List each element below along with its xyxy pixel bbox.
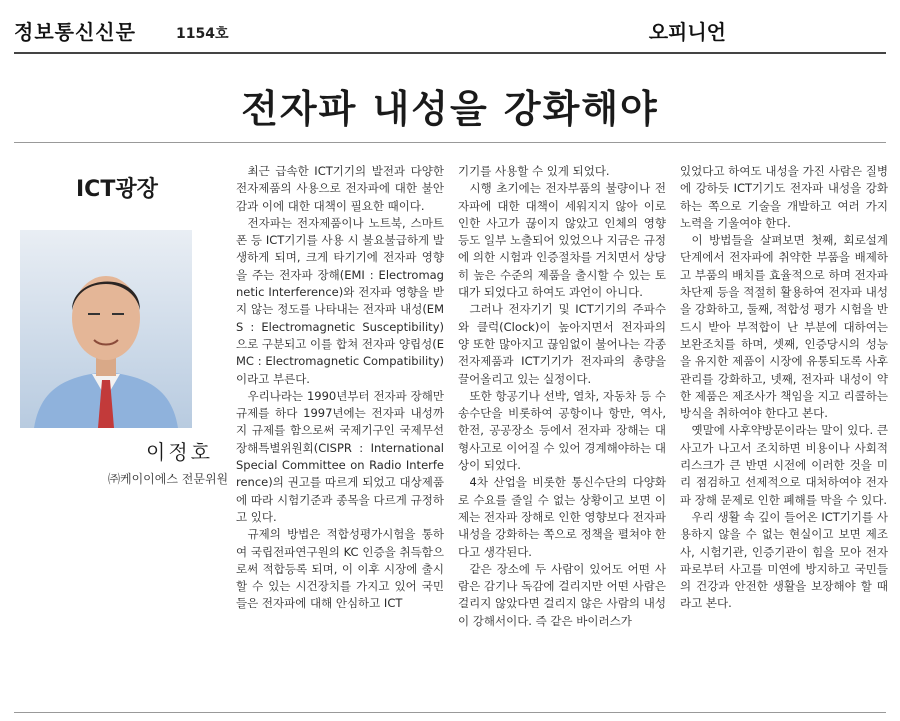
article-column-1 [236, 163, 444, 613]
author-photo [20, 230, 192, 428]
paragraph: 전자파는 전자제품이나 노트북, 스마트폰 등 ICT기기를 사용 시 불요불급하게 발생하게 되며, 크게 타기기에 전자파 영향을 주는 전자파 장해(EMI : Electromagnetic Interference)와 전자파 영향을 받지 않는 정도를 나타내는 전자파 내성(EMS : Electromagnetic Susceptibility)으로 구분되고 이를 합쳐 전자파 양립성(EMC : Electromagnetic Compatibility) 이라고 부른다. [236, 215, 444, 386]
article-column-3 [680, 163, 888, 613]
top-rule [14, 52, 886, 54]
headline: 전자파 내성을 강화해야 [241, 87, 659, 131]
paragraph: 옛말에 사후약방문이라는 말이 있다. 큰 사고가 나고서 조치하면 비용이나 사회적 리스크가 큰 반면 시전에 이러한 것을 미리 점검하고 선제적으로 대처하여야 전자파 장해 문제로 인한 폐해를 막을 수 있다. [680, 423, 888, 507]
paragraph: 최근 급속한 ICT기기의 발전과 다양한 전자제품의 사용으로 전자파에 대한 불안감과 이에 대한 대책이 필요한 때이다. [236, 164, 444, 213]
paper-name: 정보통신신문 [14, 20, 136, 44]
paragraph: 시행 초기에는 전자부품의 불량이나 전자파에 대한 대책이 세워지지 않아 이로 인한 사고가 끊이지 않았고 인체의 영향 등도 일부 노출되어 있었으나 지금은 규정에 의한 시험과 인증절차를 거치면서 상당히 높은 수준의 제품을 출시할 수 있는 토대가 되었다고 하여도 과언이 아니다. [458, 181, 666, 300]
section-title: 오피니언 [648, 20, 726, 44]
paragraph: 또한 항공기나 선박, 열차, 자동차 등 수송수단을 비롯하여 공항이나 항만, 역사, 한전, 공공장소 등에서 전자파 장해는 대형사고로 이어질 수 있어 경계해야하는 대상이 되었다. [458, 388, 666, 473]
issue-number: 1154호 [176, 26, 229, 42]
paragraph: 기기를 사용할 수 있게 되었다. [458, 164, 610, 178]
paragraph: 4차 산업을 비롯한 통신수단의 다양화로 수요를 줄일 수 없는 상황이고 보면 이제는 전자파 장해로 인한 영향보다 전자파 내성을 강화하는 쪽으로 정책을 펼쳐야 한다고 생각된다. [458, 475, 666, 559]
article-column-2 [458, 163, 666, 630]
bottom-rule [14, 712, 886, 713]
paragraph: 규제의 방법은 적합성평가시험을 통하여 국립전파연구원의 KC 인증을 취득함으로써 적합등록 되며, 이 이후 시장에 출시할 수 있는 시건장치를 가지고 있어 국민들은 전자파에 대해 안심하고 ICT [236, 527, 444, 611]
headline-rule [14, 142, 886, 143]
masthead [14, 10, 886, 50]
paragraph: 이 방법들을 살펴보면 첫째, 회로설계 단계에서 전자파에 취약한 부품을 배제하고 부품의 배치를 효율적으로 하며 전자파 차단제 등을 적절히 활용하여 전자파 내성을 강화하고, 둘째, 적합성 평가 시험을 반드시 받아 부적합이 난 부분에 대하여는 보완조치를 하며, 셋째, 인증당시의 성능을 유지한 제품이 시장에 유통되도록 사후관리를 강화하고, 넷째, 전자파 내성이 약한 제품은 제조사가 책임을 지고 리콜하는 방식을 취하여야 한다고 본다. [680, 233, 888, 421]
author-portrait-icon [20, 230, 192, 428]
paragraph: 우리나라는 1990년부터 전자파 장해만 규제를 하다 1997년에는 전자파 내성까지 규제를 함으로써 국제기구인 국제무선장해특별위원회(CISPR : International Special Committee on Radio Interference)의 권고를 따르게 되었고 대상제품에 따라 시험기준과 종목을 다르게 규정하고 있다. [236, 388, 444, 524]
column-name: ICT광장 [76, 177, 158, 202]
author-title: ㈜케이이에스 전문위원 [108, 472, 229, 486]
paragraph: 있었다고 하여도 내성을 가진 사람은 질병에 강하듯 ICT기기도 전자파 내성을 강화하는 쪽으로 기술을 개발하고 여러 가지 노력을 기울여야 한다. [680, 164, 888, 230]
paragraph: 우리 생활 속 깊이 들어온 ICT기기를 사용하지 않을 수 없는 현실이고 보면 제조사, 시험기관, 인증기관이 힘을 모아 전자파로부터 사고를 미연에 방지하고 국민들의 건강과 안전한 생활을 보장해야 할 때라고 본다. [680, 509, 888, 611]
paragraph: 같은 장소에 두 사람이 있어도 어떤 사람은 감기나 독감에 걸리지만 어떤 사람은 걸리지 않았다면 걸리지 않은 사람의 내성이 강해서이다. 즉 같은 바이러스가 [458, 561, 666, 628]
author-name: 이정호 [146, 440, 213, 464]
paragraph: 그러나 전자기기 및 ICT기기의 주파수와 클럭(Clock)이 높아지면서 전자파의 양 또한 많아지고 끊임없이 불어나는 각종 전자제품과 ICT기기가 전자파의 총량을 끌어올리고 있는 실정이다. [458, 302, 666, 386]
